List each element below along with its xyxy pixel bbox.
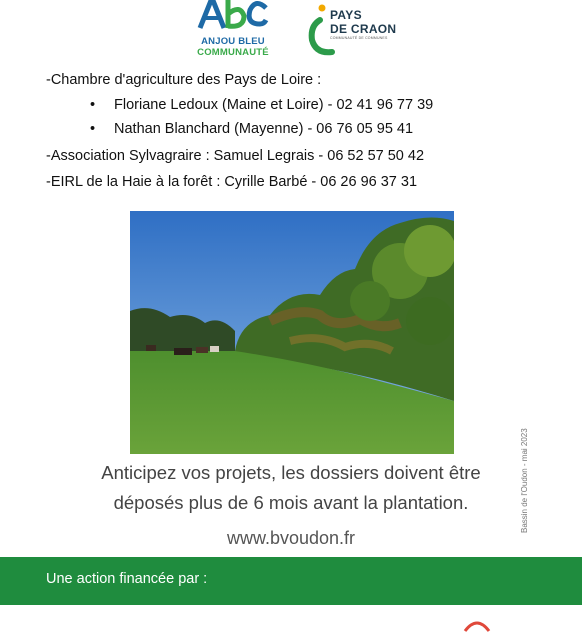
funder-logo-arc-icon: [462, 615, 492, 633]
contact-item: [90, 121, 413, 137]
contact-text: Nathan Blanchard (Mayenne) - 06 76 05 95 41: [114, 121, 414, 137]
bullet-icon: •: [90, 121, 96, 137]
anjou-logo-line2: COMMUNAUTÉ: [197, 47, 269, 58]
contact-text: Floriane Ledoux (Maine et Loire) - 02 41 96 77 39: [114, 97, 434, 113]
contact-item: [90, 97, 433, 113]
hedge-pasture-photo: [130, 211, 454, 454]
funders-logo-strip: [0, 605, 582, 624]
funding-bar: [0, 557, 582, 605]
eirl-contact: -EIRL de la Haie à la forêt : Cyrille Barbé - 06 26 96 37 31: [46, 174, 418, 190]
notice-line2: déposés plus de 6 mois avant la plantation.: [113, 492, 469, 513]
chamber-heading: -Chambre d'agriculture des Pays de Loire :: [46, 72, 322, 88]
hedge-landscape-image: [130, 211, 454, 454]
craon-logo-line2: DE CRAON: [330, 22, 397, 36]
website-link[interactable]: www.bvoudon.fr: [226, 528, 356, 548]
pays-de-craon-logo: [308, 0, 408, 58]
craon-logo-line1: PAYS: [330, 8, 362, 22]
association-contact: -Association Sylvagraire : Samuel Legrais - 06 52 57 50 42: [46, 148, 425, 164]
bullet-icon: •: [90, 97, 96, 113]
anjou-logo-line1: ANJOU BLEU: [201, 36, 265, 47]
anjou-bleu-logo: [188, 0, 278, 62]
notice-line1: Anticipez vos projets, les dossiers doivent être: [101, 462, 481, 483]
side-credit: Bassin de l'Oudon - mai 2023: [520, 428, 529, 533]
funding-label: Une action financée par :: [46, 571, 208, 587]
abc-logo-mark-icon: [196, 0, 270, 32]
craon-logo-subtitle: COMMUNAUTÉ DE COMMUNES: [330, 36, 388, 40]
